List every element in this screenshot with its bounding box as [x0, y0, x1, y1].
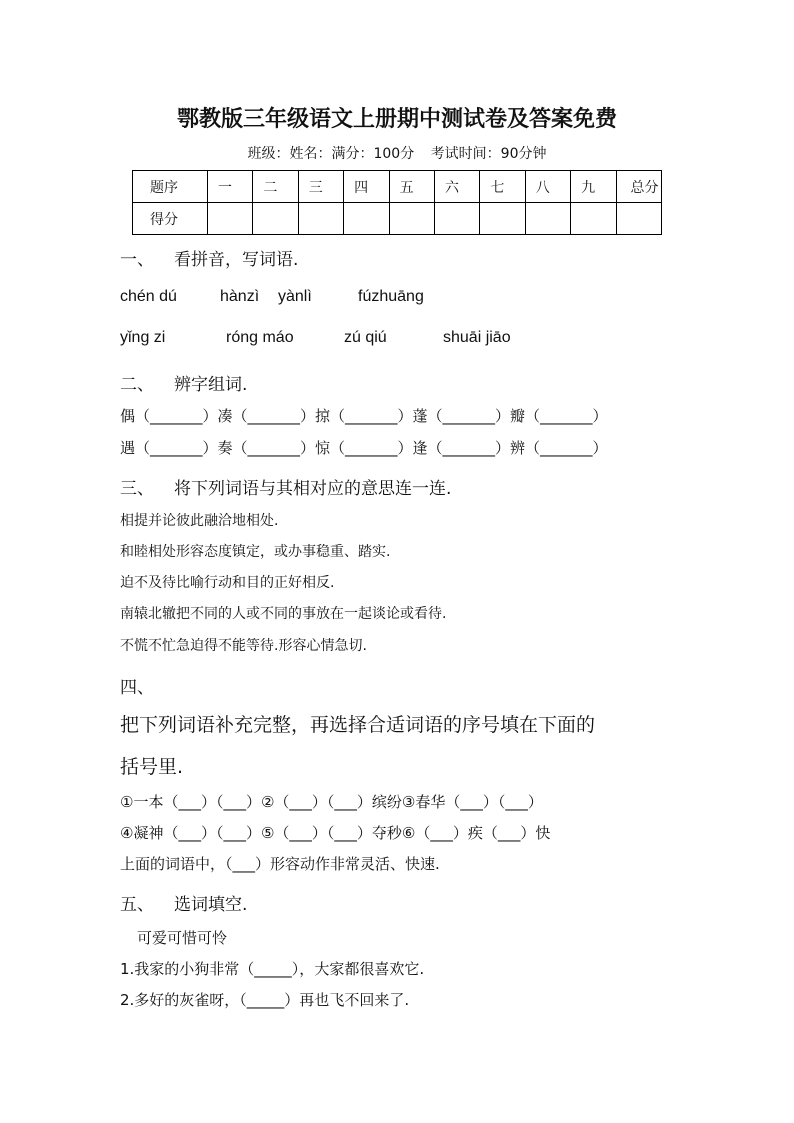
- section-4-instruction: 把下列词语补充完整，再选择合适词语的序号填在下面的: [120, 714, 596, 736]
- score-cell[interactable]: [480, 203, 525, 235]
- section-4-heading: [120, 673, 154, 698]
- section-1-heading: [120, 245, 298, 270]
- score-cell[interactable]: [434, 203, 479, 235]
- pinyin-item: shuāi jiāo: [443, 329, 511, 346]
- table-header-cell: 七: [480, 171, 525, 203]
- exam-meta: [0, 143, 794, 163]
- word-group-row: 偶（_______）凑（_______）掠（_______）蓬（_______）瓣（_______）: [120, 407, 608, 425]
- table-header-cell: 八: [525, 171, 570, 203]
- pinyin-item: fúzhuāng: [358, 288, 424, 305]
- section-number: 二、: [120, 375, 154, 395]
- pinyin-item: zú qiú: [344, 329, 387, 346]
- score-cell[interactable]: [253, 203, 298, 235]
- table-header-cell: 六: [434, 171, 479, 203]
- section-number: 五、: [120, 895, 154, 915]
- idiom-completion-row: ④凝神（___）（___）⑤（___）（___）夺秒⑥（___）疾（___）快: [120, 824, 551, 842]
- score-cell[interactable]: [525, 203, 570, 235]
- section-title: 将下列词语与其相对应的意思连一连.: [174, 479, 452, 499]
- table-header-cell: 二: [253, 171, 298, 203]
- pinyin-item: chén dú: [120, 288, 177, 305]
- table-header-cell: 一: [208, 171, 253, 203]
- pinyin-item: hànzì: [220, 288, 260, 305]
- fill-in-sentence: 2.多好的灰雀呀，（_____）再也飞不回来了.: [120, 991, 410, 1009]
- score-row-label: 得分: [133, 203, 208, 235]
- matching-line: 和睦相处形容态度镇定，或办事稳重、踏实.: [120, 544, 391, 560]
- score-cell[interactable]: [571, 203, 616, 235]
- table-header-cell: 四: [344, 171, 389, 203]
- matching-line: 相提并论彼此融洽地相处.: [120, 513, 279, 529]
- section-title: 选词填空.: [174, 895, 248, 915]
- score-table-header-row: [133, 171, 662, 203]
- matching-line: 迫不及待比喻行动和目的正好相反.: [120, 575, 335, 591]
- pinyin-item: yànlì: [278, 288, 312, 305]
- section-4-instruction-cont: 括号里.: [120, 756, 184, 778]
- exam-time: 考试时间：90分钟: [430, 146, 547, 162]
- score-table-score-row: [133, 203, 662, 235]
- section-2-heading: [120, 370, 247, 395]
- score-cell[interactable]: [344, 203, 389, 235]
- class-name-score-info: 班级：姓名：满分：100分: [247, 146, 415, 162]
- table-header-cell: 九: [571, 171, 616, 203]
- score-cell[interactable]: [298, 203, 343, 235]
- section-number: 三、: [120, 479, 154, 499]
- matching-line: 不慌不忙急迫得不能等待.形容心情急切.: [120, 638, 367, 654]
- pinyin-item: róng máo: [226, 329, 294, 346]
- word-choices: 可爱可惜可怜: [137, 929, 228, 947]
- section-title: 辨字组词.: [174, 375, 248, 395]
- score-cell[interactable]: [389, 203, 434, 235]
- fill-in-sentence: 1.我家的小狗非常（_____），大家都很喜欢它.: [120, 960, 425, 978]
- table-header-cell: 五: [389, 171, 434, 203]
- section-number: 四、: [120, 678, 154, 698]
- page-title: 鄂教版三年级语文上册期中测试卷及答案免费: [176, 106, 617, 132]
- score-table: [132, 170, 662, 235]
- score-cell[interactable]: [616, 203, 661, 235]
- idiom-selection-question: 上面的词语中，（___）形容动作非常灵活、快速.: [120, 855, 440, 873]
- section-3-heading: [120, 474, 451, 499]
- table-header-cell: 三: [298, 171, 343, 203]
- table-header-cell: 总分: [616, 171, 661, 203]
- section-title: 看拼音，写词语.: [174, 250, 299, 270]
- word-group-row: 遇（_______）奏（_______）惊（_______）逢（_______）辨（_______）: [120, 439, 608, 457]
- matching-line: 南辕北辙把不同的人或不同的事放在一起谈论或看待.: [120, 606, 447, 622]
- pinyin-item: yǐng zi: [120, 329, 166, 346]
- section-5-heading: [120, 890, 247, 915]
- table-header-cell: 题序: [133, 171, 208, 203]
- idiom-completion-row: ①一本（___）（___）②（___）（___）缤纷③春华（___）（___）: [120, 793, 543, 811]
- score-cell[interactable]: [208, 203, 253, 235]
- section-number: 一、: [120, 250, 154, 270]
